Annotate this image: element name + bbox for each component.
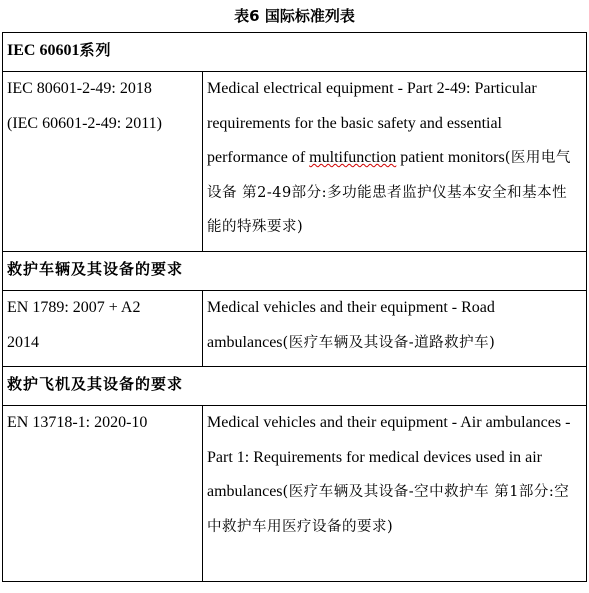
section-title-cjk: 系列	[79, 41, 112, 59]
section-title	[3, 367, 587, 406]
section-title	[3, 33, 587, 72]
standard-description-cell	[203, 72, 587, 252]
section-header-row	[3, 252, 587, 291]
standard-code-line: IEC 80601-2-49: 2018	[7, 80, 152, 97]
table-row	[3, 72, 587, 252]
section-title-cjk: 救护车辆及其设备的要求	[7, 260, 184, 278]
table-row	[3, 406, 587, 582]
section-title	[3, 252, 587, 291]
table-row	[3, 291, 587, 367]
description-cn: (医疗车辆及其设备-空中救护车 第1部分:空中救护车用医疗设备的要求)	[207, 484, 570, 535]
section-header-row	[3, 33, 587, 72]
section-title-cjk: 救护飞机及其设备的要求	[7, 375, 184, 393]
standard-code-line: EN 13718-1: 2020-10	[7, 414, 148, 431]
standard-code-cell	[3, 72, 203, 252]
table-caption: 表6 国际标准列表	[234, 7, 355, 25]
standard-code-line: EN 1789: 2007 + A2	[7, 299, 141, 316]
standard-description-cell	[203, 291, 587, 367]
standard-code-cell	[3, 291, 203, 367]
description-en-tail: patient monitors	[396, 149, 505, 166]
section-title-latin: IEC 60601	[7, 42, 80, 59]
description-en-flagged-word: multifunction	[309, 149, 397, 166]
section-header-row	[3, 367, 587, 406]
description-en: Medical vehicles and their equipment - Road ambulances	[207, 299, 495, 351]
standards-table	[2, 32, 587, 582]
standard-code-line: (IEC 60601-2-49: 2011)	[7, 114, 162, 132]
description-cn: (医用电气设备 第2-49部分:多功能患者监护仪基本安全和基本性能的特殊要求)	[207, 150, 571, 235]
standard-code-line: 2014	[7, 333, 39, 351]
description-en: Medical vehicles and their equipment - Air ambulances - Part 1: Requirements for medical devices used in air ambulances	[207, 414, 571, 500]
standard-code-cell	[3, 406, 203, 582]
description-en: Medical electrical equipment - Part 2-49: Particular requirements for the basic safety and essential performance of	[207, 80, 537, 166]
standard-description-cell	[203, 406, 587, 582]
description-cn: (医疗车辆及其设备-道路救护车)	[282, 334, 496, 351]
